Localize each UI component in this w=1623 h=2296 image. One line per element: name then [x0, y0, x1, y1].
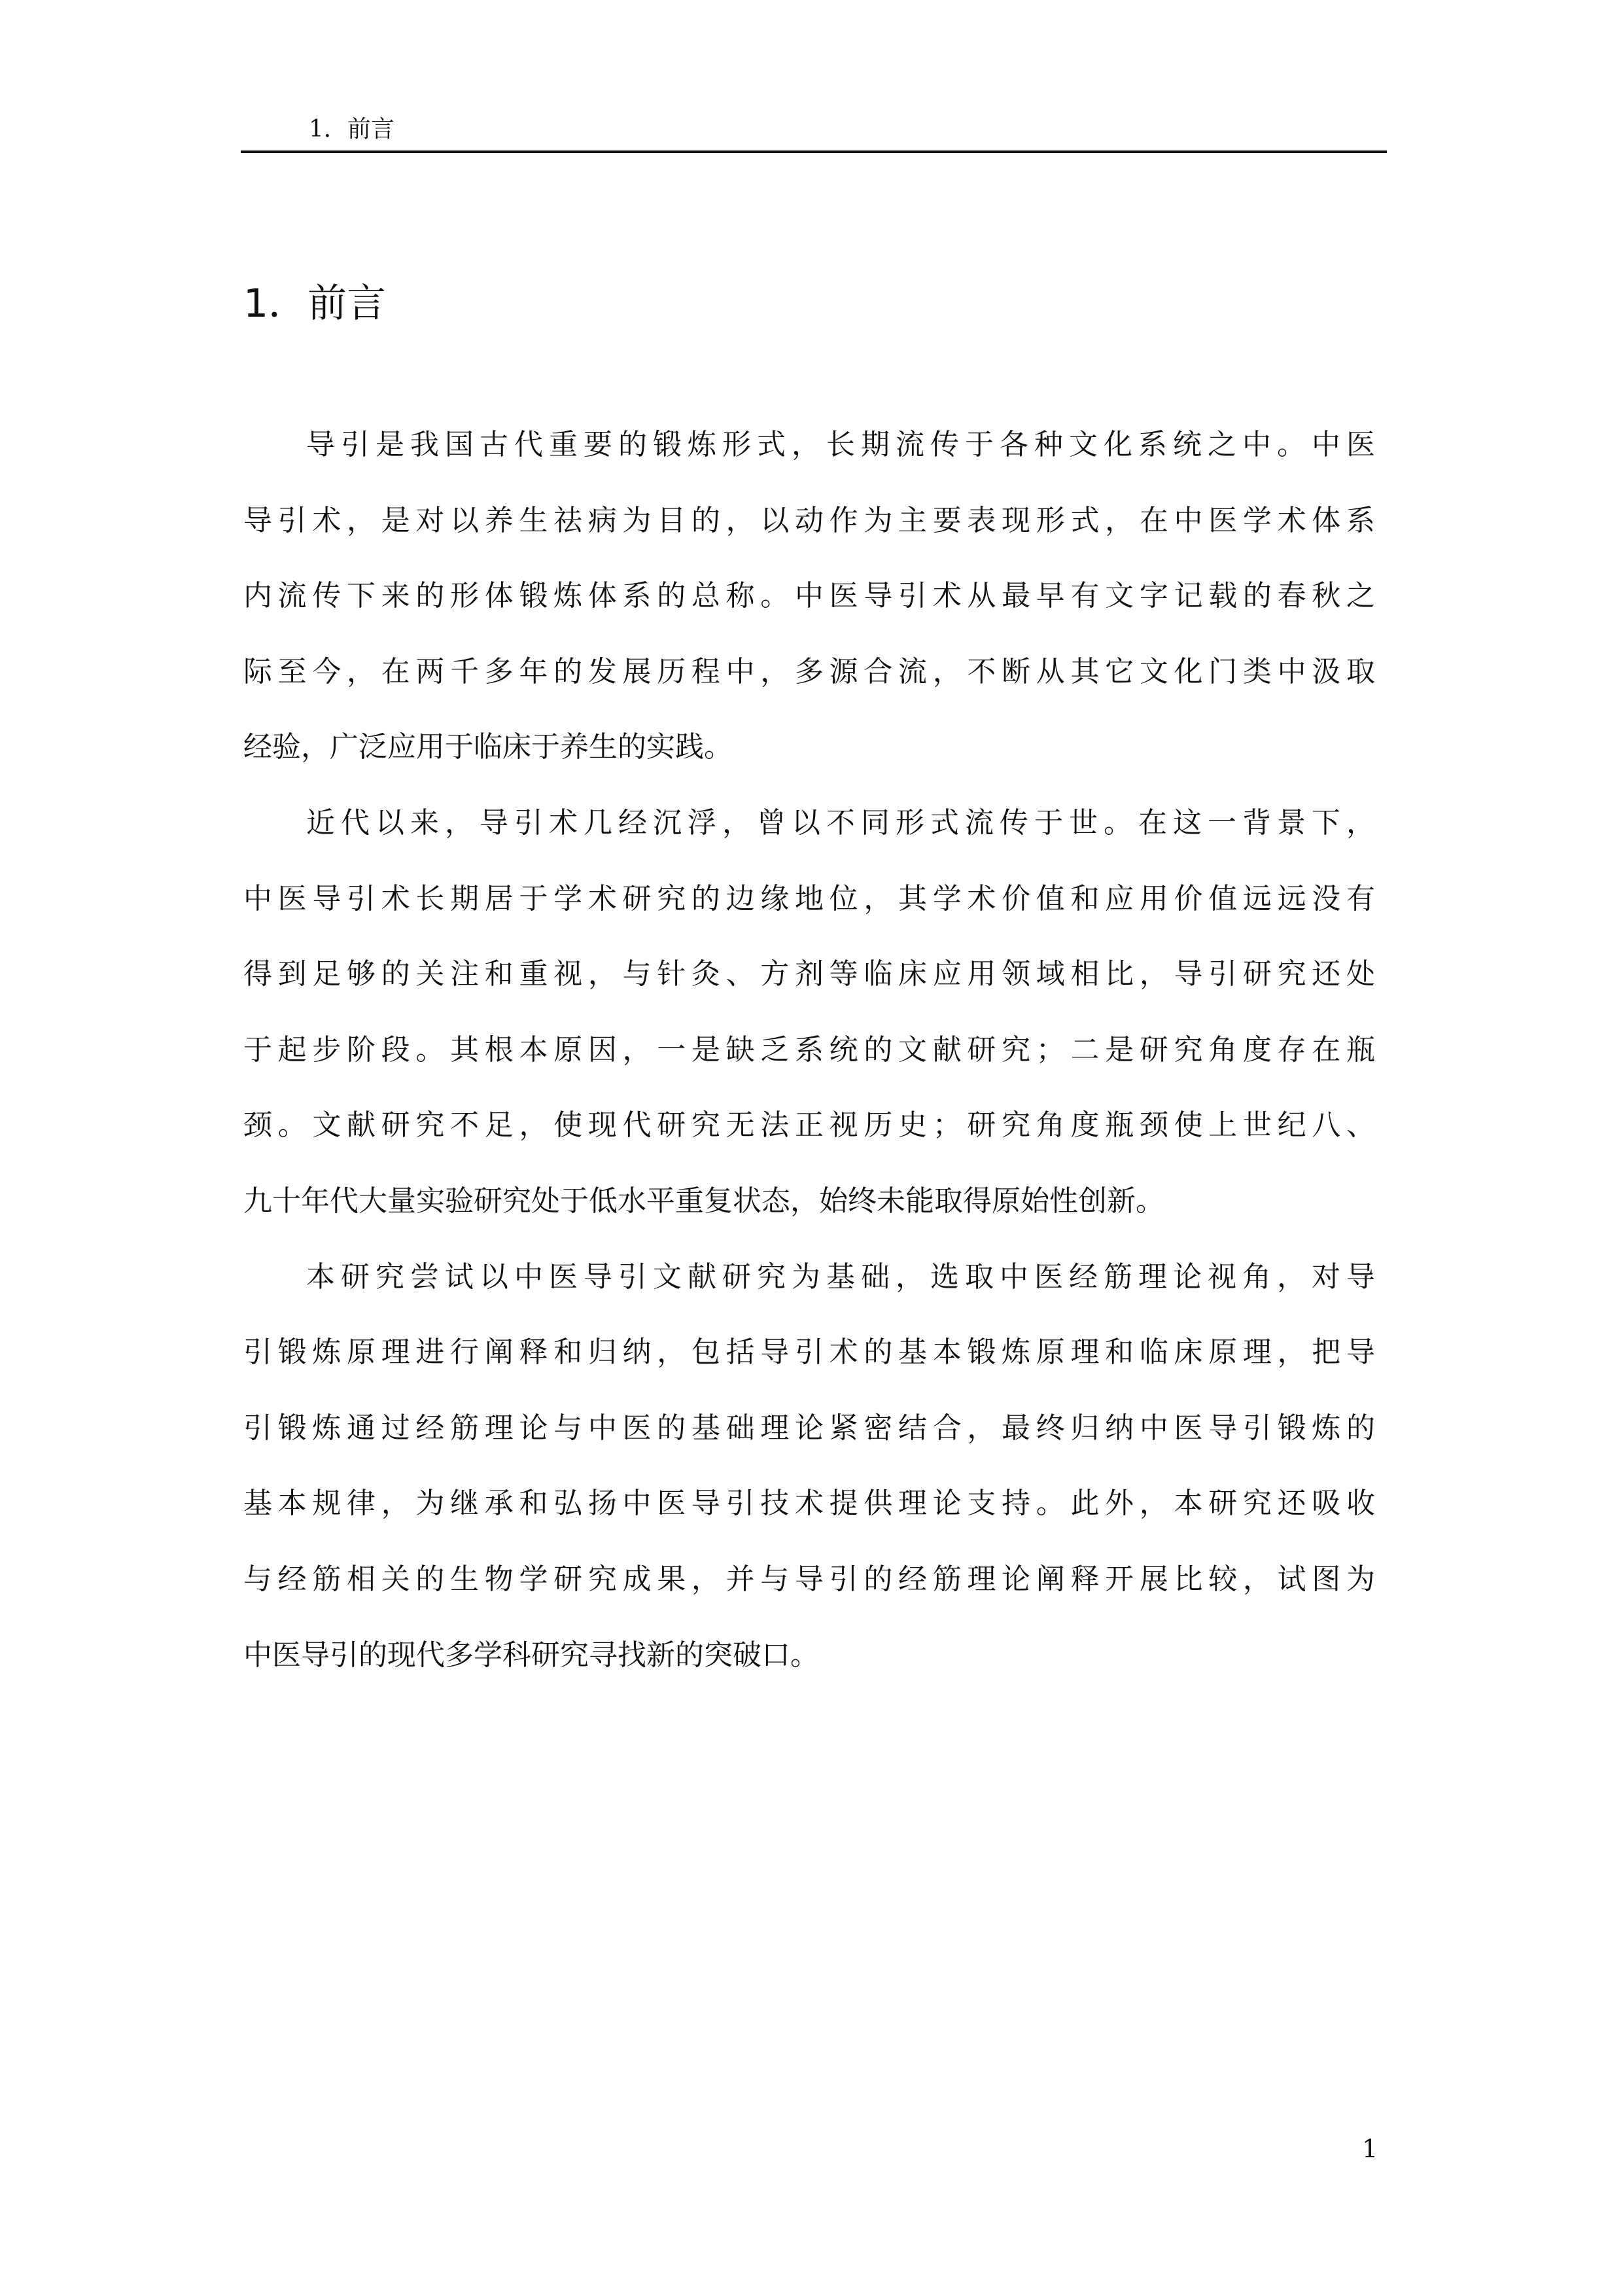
paragraph-line: 引锻炼原理进行阐释和归纳，包括导引术的基本锻炼原理和临床原理，把导 — [243, 1335, 1375, 1369]
paragraph-line: 本研究尝试以中医导引文献研究为基础，选取中医经筋理论视角，对导 — [306, 1260, 1375, 1294]
paragraph-line: 九十年代大量实验研究处于低水平重复状态，始终未能取得原始性创新。 — [243, 1184, 1164, 1218]
body-text — [243, 419, 1375, 1704]
paragraph-line: 内流传下来的形体锻炼体系的总称。中医导引术从最早有文字记载的春秋之 — [243, 579, 1375, 613]
paragraph-line: 于起步阶段。其根本原因，一是缺乏系统的文献研究；二是研究角度存在瓶 — [243, 1033, 1375, 1067]
running-head: 1．前言 — [309, 116, 394, 143]
page-number: 1 — [1362, 2134, 1378, 2163]
paragraph-line: 颈。文献研究不足，使现代研究无法正视历史；研究角度瓶颈使上世纪八、 — [243, 1108, 1375, 1142]
paragraph-line: 基本规律，为继承和弘扬中医导引技术提供理论支持。此外，本研究还吸收 — [243, 1487, 1375, 1521]
page-header — [241, 110, 1387, 153]
paragraph-line: 中医导引术长期居于学术研究的边缘地位，其学术价值和应用价值远远没有 — [243, 881, 1375, 915]
paragraph — [243, 419, 1375, 797]
paragraph-line: 与经筋相关的生物学研究成果，并与导引的经筋理论阐释开展比较，试图为 — [243, 1562, 1375, 1596]
paragraph-line: 得到足够的关注和重视，与针灸、方剂等临床应用领域相比，导引研究还处 — [243, 957, 1375, 991]
chapter-title: 1．前言 — [243, 281, 387, 327]
paragraph-line: 导引术，是对以养生祛病为目的，以动作为主要表现形式，在中医学术体系 — [243, 503, 1375, 537]
paragraph-line: 引锻炼通过经筋理论与中医的基础理论紧密结合，最终归纳中医导引锻炼的 — [243, 1411, 1375, 1445]
paragraph — [243, 797, 1375, 1251]
paragraph-line: 近代以来，导引术几经沉浮，曾以不同形式流传于世。在这一背景下， — [306, 805, 1375, 839]
paragraph-line: 际至今，在两千多年的发展历程中，多源合流，不断从其它文化门类中汲取 — [243, 654, 1375, 688]
paragraph-line: 中医导引的现代多学科研究寻找新的突破口。 — [243, 1638, 819, 1672]
paragraph — [243, 1251, 1375, 1705]
paragraph-line: 经验，广泛应用于临床于养生的实践。 — [243, 730, 733, 764]
paragraph-line: 导引是我国古代重要的锻炼形式，长期流传于各种文化系统之中。中医 — [306, 428, 1375, 461]
